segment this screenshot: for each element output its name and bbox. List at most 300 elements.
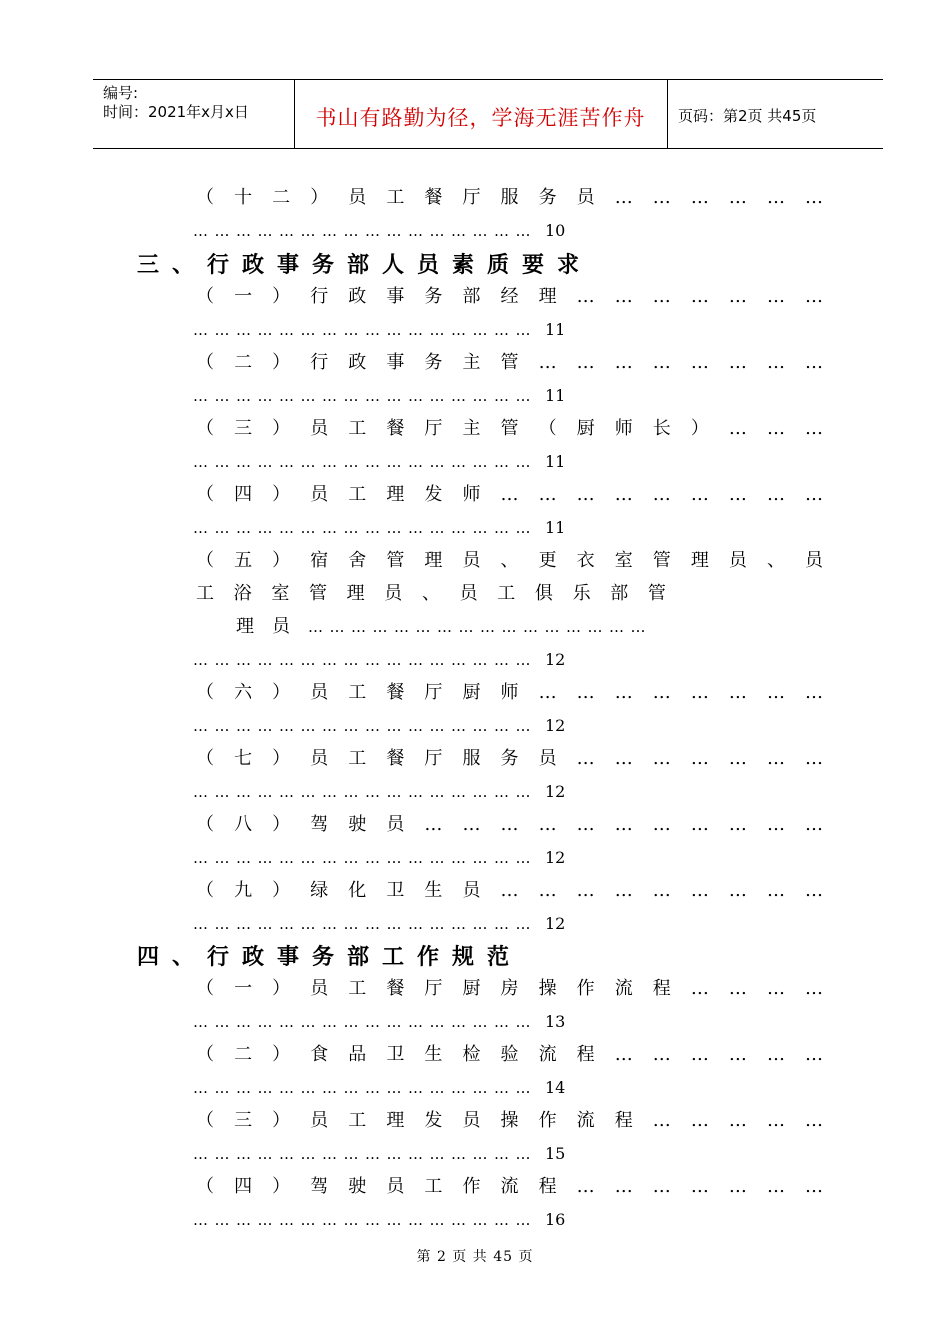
toc-char: … bbox=[652, 1176, 671, 1197]
toc-char: 驾 bbox=[310, 814, 329, 835]
toc-leader-dots: ………………………………………… bbox=[193, 1079, 537, 1097]
toc-char: 管 bbox=[500, 418, 519, 439]
toc-char: ） bbox=[272, 814, 291, 835]
toc-char: 室 bbox=[614, 550, 633, 571]
header-time-label: 时间：2021年x月x日 bbox=[103, 103, 249, 121]
toc-char: 员 bbox=[310, 484, 329, 505]
toc-char: 厅 bbox=[424, 418, 443, 439]
toc-char: … bbox=[538, 880, 557, 901]
toc-char: … bbox=[766, 1044, 785, 1065]
toc-entry-title bbox=[196, 582, 666, 606]
toc-char: 程 bbox=[538, 1176, 557, 1197]
toc-leader-dots: ………………………………………… bbox=[193, 1145, 537, 1163]
header-meta bbox=[103, 84, 249, 122]
toc-char: … bbox=[805, 418, 823, 439]
toc-char: 七 bbox=[234, 748, 253, 769]
toc-leader-line bbox=[193, 1076, 565, 1100]
toc-entry-title bbox=[196, 483, 823, 507]
toc-char: 长 bbox=[652, 418, 671, 439]
toc-char: 务 bbox=[424, 286, 443, 307]
toc-char: … bbox=[766, 286, 785, 307]
toc-char: … bbox=[500, 880, 519, 901]
toc-page-number: 14 bbox=[545, 1078, 566, 1097]
toc-char: 工 bbox=[348, 978, 367, 999]
toc-page-number: 12 bbox=[545, 848, 566, 867]
toc-char: … bbox=[728, 1176, 747, 1197]
toc-char: 卫 bbox=[386, 1044, 405, 1065]
toc-char: … bbox=[805, 814, 823, 835]
toc-char: … bbox=[728, 352, 747, 373]
toc-char: 一 bbox=[234, 286, 253, 307]
toc-char: 卫 bbox=[386, 880, 405, 901]
toc-char: 理 bbox=[690, 550, 709, 571]
toc-char: … bbox=[690, 1110, 709, 1131]
document-header bbox=[93, 79, 883, 149]
toc-char: … bbox=[690, 286, 709, 307]
toc-leader-dots: ………………………………………… bbox=[193, 849, 537, 867]
toc-char: 二 bbox=[234, 1044, 253, 1065]
toc-char: 餐 bbox=[386, 418, 405, 439]
toc-char: … bbox=[614, 748, 633, 769]
toc-char: （ bbox=[196, 550, 214, 571]
toc-char: … bbox=[728, 1044, 747, 1065]
toc-leader-dots: ………………………………………… bbox=[193, 915, 537, 933]
toc-char: 厅 bbox=[462, 187, 481, 208]
toc-char: 政 bbox=[348, 352, 367, 373]
toc-char: 工 bbox=[348, 682, 367, 703]
toc-char: 管 bbox=[386, 550, 405, 571]
toc-char: 师 bbox=[462, 484, 481, 505]
toc-char: … bbox=[766, 978, 785, 999]
toc-char: ） bbox=[272, 748, 291, 769]
toc-entry-title bbox=[196, 1175, 823, 1199]
toc-char: 员 bbox=[462, 880, 481, 901]
toc-leader-dots: ………………………………………… bbox=[193, 717, 537, 735]
toc-entry-title bbox=[196, 879, 823, 903]
toc-char: … bbox=[652, 880, 671, 901]
toc-char: … bbox=[766, 748, 785, 769]
toc-char: （ bbox=[196, 1176, 214, 1197]
toc-char: … bbox=[805, 286, 823, 307]
toc-char: 、 bbox=[766, 550, 785, 571]
toc-char: … bbox=[538, 814, 557, 835]
toc-char: ） bbox=[272, 286, 291, 307]
toc-page-number: 12 bbox=[545, 716, 566, 735]
toc-char: … bbox=[805, 978, 823, 999]
toc-char: … bbox=[728, 1110, 747, 1131]
toc-char: … bbox=[728, 484, 747, 505]
toc-char: … bbox=[614, 682, 633, 703]
toc-char: … bbox=[805, 1044, 823, 1065]
toc-char: 程 bbox=[576, 1044, 595, 1065]
toc-page-number: 15 bbox=[545, 1144, 566, 1163]
header-page-label: 页码：第2页 共45页 bbox=[678, 107, 817, 125]
toc-leader-dots: ………………………………………… bbox=[308, 618, 652, 636]
toc-char: 、 bbox=[500, 550, 519, 571]
toc-char: 绿 bbox=[310, 880, 329, 901]
toc-page-number: 12 bbox=[545, 914, 566, 933]
toc-char: 流 bbox=[614, 978, 633, 999]
toc-char: 管 bbox=[500, 352, 519, 373]
toc-char: 流 bbox=[576, 1110, 595, 1131]
toc-char: （ bbox=[196, 1110, 214, 1131]
toc-char: 员 bbox=[728, 550, 747, 571]
toc-char: 管 bbox=[647, 583, 666, 604]
toc-char: 理 bbox=[538, 286, 557, 307]
toc-char: （ bbox=[196, 682, 214, 703]
toc-char: … bbox=[728, 418, 747, 439]
toc-entry-title bbox=[196, 417, 823, 441]
toc-char: … bbox=[690, 682, 709, 703]
toc-char: （ bbox=[196, 978, 214, 999]
toc-char: 工 bbox=[348, 484, 367, 505]
toc-char: ） bbox=[272, 880, 291, 901]
toc-char: … bbox=[766, 418, 785, 439]
toc-char: 工 bbox=[424, 1176, 443, 1197]
toc-char: 主 bbox=[462, 418, 481, 439]
toc-leader-line bbox=[193, 384, 565, 408]
toc-char: 九 bbox=[234, 880, 253, 901]
toc-char: 员 bbox=[310, 682, 329, 703]
toc-char: … bbox=[652, 1110, 671, 1131]
toc-char: … bbox=[766, 187, 785, 208]
toc-char: 员 bbox=[459, 583, 478, 604]
toc-char: （ bbox=[196, 418, 214, 439]
toc-char: 室 bbox=[271, 583, 290, 604]
toc-char: … bbox=[728, 748, 747, 769]
toc-char: 检 bbox=[462, 1044, 481, 1065]
toc-char: （ bbox=[196, 748, 214, 769]
toc-char: 程 bbox=[614, 1110, 633, 1131]
toc-char: … bbox=[652, 814, 671, 835]
toc-char: 品 bbox=[348, 1044, 367, 1065]
toc-leader-line bbox=[193, 648, 565, 672]
toc-char: … bbox=[805, 748, 823, 769]
toc-page-number: 16 bbox=[545, 1210, 566, 1229]
toc-char: 管 bbox=[308, 583, 327, 604]
toc-char: 驶 bbox=[348, 814, 367, 835]
toc-char: … bbox=[614, 187, 633, 208]
toc-char: 务 bbox=[424, 352, 443, 373]
toc-char: （ bbox=[538, 418, 557, 439]
toc-char: … bbox=[766, 814, 785, 835]
toc-char: 厅 bbox=[424, 682, 443, 703]
toc-char: … bbox=[652, 187, 671, 208]
toc-char: … bbox=[576, 748, 595, 769]
toc-char: … bbox=[652, 1044, 671, 1065]
toc-char: 务 bbox=[538, 187, 557, 208]
toc-char: 员 bbox=[310, 1110, 329, 1131]
toc-entry-title: 理员 bbox=[236, 616, 308, 637]
toc-leader-line bbox=[193, 1010, 565, 1034]
toc-char: 餐 bbox=[386, 682, 405, 703]
toc-leader-line bbox=[193, 318, 565, 342]
toc-leader-dots: ………………………………………… bbox=[193, 1013, 537, 1031]
toc-char: 发 bbox=[424, 1110, 443, 1131]
toc-char: … bbox=[538, 484, 557, 505]
toc-char: … bbox=[690, 880, 709, 901]
toc-leader-line bbox=[193, 846, 565, 870]
toc-char: 管 bbox=[652, 550, 671, 571]
toc-entry-title bbox=[196, 747, 823, 771]
toc-char: 员 bbox=[384, 583, 403, 604]
toc-char: 一 bbox=[234, 978, 253, 999]
toc-char: 餐 bbox=[386, 978, 405, 999]
toc-char: … bbox=[728, 978, 747, 999]
toc-leader-dots: ………………………………………… bbox=[193, 222, 537, 240]
toc-char: … bbox=[690, 352, 709, 373]
toc-char: … bbox=[614, 880, 633, 901]
toc-char: 员 bbox=[310, 978, 329, 999]
toc-char: … bbox=[690, 484, 709, 505]
header-number-label: 编号: bbox=[103, 84, 139, 102]
toc-char: … bbox=[690, 748, 709, 769]
toc-char: 厅 bbox=[424, 748, 443, 769]
toc-char: … bbox=[728, 682, 747, 703]
toc-page-number: 10 bbox=[545, 221, 566, 240]
toc-leader-dots: ………………………………………… bbox=[193, 321, 537, 339]
toc-char: 宿 bbox=[310, 550, 329, 571]
toc-char: … bbox=[690, 187, 709, 208]
toc-char: … bbox=[652, 286, 671, 307]
toc-char: … bbox=[576, 286, 595, 307]
toc-char: 验 bbox=[500, 1044, 519, 1065]
toc-char: 员 bbox=[805, 550, 823, 571]
toc-char: 事 bbox=[386, 286, 405, 307]
toc-char: … bbox=[652, 484, 671, 505]
toc-char: 二 bbox=[272, 187, 291, 208]
toc-char: ） bbox=[272, 1044, 291, 1065]
toc-char: 餐 bbox=[386, 748, 405, 769]
toc-page-number: 12 bbox=[545, 782, 566, 801]
toc-char: 员 bbox=[348, 187, 367, 208]
toc-char: ） bbox=[272, 1176, 291, 1197]
toc-entry-title bbox=[196, 351, 823, 375]
toc-char: 师 bbox=[500, 682, 519, 703]
toc-char: … bbox=[728, 187, 747, 208]
toc-char: … bbox=[576, 682, 595, 703]
toc-entry-title bbox=[196, 681, 823, 705]
toc-char: 更 bbox=[538, 550, 557, 571]
toc-char: 工 bbox=[348, 748, 367, 769]
toc-char: 生 bbox=[424, 880, 443, 901]
toc-char: … bbox=[614, 286, 633, 307]
toc-entry-title bbox=[196, 1109, 823, 1133]
toc-char: 程 bbox=[652, 978, 671, 999]
toc-leader-line bbox=[193, 516, 565, 540]
toc-char: 理 bbox=[386, 484, 405, 505]
toc-char: 四 bbox=[234, 484, 253, 505]
toc-char: 房 bbox=[500, 978, 519, 999]
toc-char: … bbox=[805, 1176, 823, 1197]
toc-char: ） bbox=[272, 484, 291, 505]
toc-leader-line bbox=[193, 912, 565, 936]
toc-char: … bbox=[690, 814, 709, 835]
toc-char: 五 bbox=[234, 550, 253, 571]
toc-char: （ bbox=[196, 880, 214, 901]
toc-char: ） bbox=[272, 352, 291, 373]
toc-section-heading: 三、行政事务部人员素质要求 bbox=[137, 253, 593, 278]
toc-leader-dots: ………………………………………… bbox=[193, 453, 537, 471]
toc-char: 部 bbox=[462, 286, 481, 307]
toc-char: 餐 bbox=[424, 187, 443, 208]
toc-entry-title bbox=[196, 549, 823, 573]
toc-char: 厨 bbox=[462, 682, 481, 703]
toc-char: 流 bbox=[500, 1176, 519, 1197]
toc-page-number: 11 bbox=[545, 386, 566, 405]
toc-char: … bbox=[805, 682, 823, 703]
toc-char: … bbox=[424, 814, 443, 835]
toc-char: 作 bbox=[462, 1176, 481, 1197]
toc-leader-line bbox=[193, 1208, 565, 1232]
toc-char: … bbox=[614, 352, 633, 373]
toc-char: ） bbox=[272, 550, 291, 571]
toc-char: … bbox=[690, 1044, 709, 1065]
toc-char: … bbox=[614, 1044, 633, 1065]
toc-char: 员 bbox=[576, 187, 595, 208]
toc-char: 化 bbox=[348, 880, 367, 901]
toc-leader-dots: ………………………………………… bbox=[193, 783, 537, 801]
toc-char: 生 bbox=[424, 1044, 443, 1065]
toc-char: … bbox=[766, 352, 785, 373]
toc-char: 员 bbox=[310, 748, 329, 769]
toc-char: 理 bbox=[424, 550, 443, 571]
toc-char: … bbox=[576, 1176, 595, 1197]
toc-char: … bbox=[766, 1110, 785, 1131]
toc-entry-title bbox=[196, 813, 823, 837]
toc-char: 员 bbox=[462, 550, 481, 571]
toc-char: 员 bbox=[386, 1176, 405, 1197]
toc-char: … bbox=[576, 352, 595, 373]
toc-char: … bbox=[652, 748, 671, 769]
toc-char: … bbox=[766, 880, 785, 901]
toc-char: 服 bbox=[500, 187, 519, 208]
toc-leader-line bbox=[193, 714, 565, 738]
toc-page-number: 12 bbox=[545, 650, 566, 669]
toc-leader-line bbox=[193, 450, 565, 474]
toc-leader-dots: ………………………………………… bbox=[193, 1211, 537, 1229]
toc-char: … bbox=[500, 814, 519, 835]
toc-page-number: 11 bbox=[545, 518, 566, 537]
toc-char: （ bbox=[196, 187, 214, 208]
toc-char: … bbox=[614, 814, 633, 835]
toc-section-heading: 四、行政事务部工作规范 bbox=[137, 945, 523, 970]
toc-page-number: 13 bbox=[545, 1012, 566, 1031]
toc-char: 工 bbox=[386, 187, 405, 208]
toc-char: … bbox=[614, 1176, 633, 1197]
toc-leader-dots: ………………………………………… bbox=[193, 387, 537, 405]
toc-char: … bbox=[728, 880, 747, 901]
toc-entry-title bbox=[196, 285, 823, 309]
toc-char: 师 bbox=[614, 418, 633, 439]
page-footer: 第 2 页 共 45 页 bbox=[416, 1249, 534, 1265]
toc-char: 厨 bbox=[462, 978, 481, 999]
toc-char: 政 bbox=[348, 286, 367, 307]
toc-char: … bbox=[805, 880, 823, 901]
toc-char: ） bbox=[272, 978, 291, 999]
toc-page-number: 11 bbox=[545, 452, 566, 471]
toc-char: … bbox=[805, 352, 823, 373]
toc-char: （ bbox=[196, 286, 214, 307]
toc-char: 事 bbox=[386, 352, 405, 373]
toc-char: … bbox=[576, 814, 595, 835]
toc-char: 行 bbox=[310, 352, 329, 373]
toc-char: ） bbox=[272, 1110, 291, 1131]
toc-char: 三 bbox=[234, 1110, 253, 1131]
toc-char: … bbox=[728, 814, 747, 835]
toc-char: 工 bbox=[348, 1110, 367, 1131]
toc-char: 经 bbox=[500, 286, 519, 307]
toc-char: … bbox=[805, 484, 823, 505]
toc-char: 食 bbox=[310, 1044, 329, 1065]
toc-leader-line bbox=[193, 1142, 565, 1166]
toc-leader-line bbox=[193, 780, 565, 804]
toc-char: 员 bbox=[386, 814, 405, 835]
toc-char: … bbox=[614, 484, 633, 505]
toc-char: 作 bbox=[538, 1110, 557, 1131]
toc-char: 八 bbox=[234, 814, 253, 835]
toc-char: 员 bbox=[462, 1110, 481, 1131]
toc-char: （ bbox=[196, 484, 214, 505]
toc-char: 作 bbox=[576, 978, 595, 999]
toc-char: … bbox=[538, 352, 557, 373]
toc-char: … bbox=[576, 484, 595, 505]
toc-char: ） bbox=[310, 187, 329, 208]
toc-char: 员 bbox=[310, 418, 329, 439]
toc-char: （ bbox=[196, 814, 214, 835]
toc-char: 十 bbox=[234, 187, 253, 208]
toc-char: … bbox=[766, 1176, 785, 1197]
toc-char: 员 bbox=[538, 748, 557, 769]
toc-char: … bbox=[805, 1110, 823, 1131]
toc-char: … bbox=[690, 1176, 709, 1197]
toc-char: 操 bbox=[500, 1110, 519, 1131]
toc-char: 理 bbox=[346, 583, 365, 604]
toc-char: 操 bbox=[538, 978, 557, 999]
toc-char: … bbox=[462, 814, 481, 835]
toc-char: … bbox=[805, 187, 823, 208]
toc-page-number: 11 bbox=[545, 320, 566, 339]
toc-char: 服 bbox=[462, 748, 481, 769]
toc-entry-title bbox=[196, 186, 823, 210]
toc-char: 三 bbox=[234, 418, 253, 439]
toc-char: 、 bbox=[421, 583, 440, 604]
header-motto: 书山有路勤为径，学海无涯苦作舟 bbox=[315, 106, 646, 130]
toc-char: 部 bbox=[610, 583, 629, 604]
toc-char: 俱 bbox=[534, 583, 553, 604]
toc-char: 驾 bbox=[310, 1176, 329, 1197]
toc-char: … bbox=[500, 484, 519, 505]
toc-char: 浴 bbox=[233, 583, 252, 604]
toc-char: 乐 bbox=[572, 583, 591, 604]
toc-char: 发 bbox=[424, 484, 443, 505]
toc-char: 行 bbox=[310, 286, 329, 307]
toc-char: … bbox=[652, 352, 671, 373]
toc-char: … bbox=[576, 880, 595, 901]
toc-char: … bbox=[652, 682, 671, 703]
toc-char: 厨 bbox=[576, 418, 595, 439]
toc-char: 理 bbox=[386, 1110, 405, 1131]
toc-char: 二 bbox=[234, 352, 253, 373]
toc-char: … bbox=[766, 682, 785, 703]
toc-entry-continuation bbox=[236, 615, 652, 639]
toc-leader-dots: ………………………………………… bbox=[193, 651, 537, 669]
toc-leader-line bbox=[193, 219, 565, 243]
toc-char: 舍 bbox=[348, 550, 367, 571]
toc-char: ） bbox=[690, 418, 709, 439]
toc-entry-title bbox=[196, 977, 823, 1001]
toc-char: 厅 bbox=[424, 978, 443, 999]
